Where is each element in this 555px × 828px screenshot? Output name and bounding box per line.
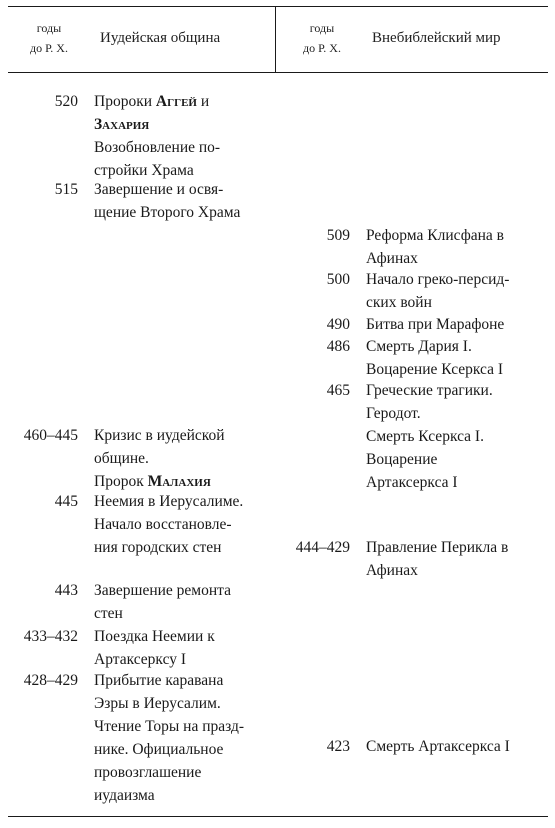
entry-text: Завершение и освя- щение Второго Храма (94, 181, 241, 221)
entry-year: 490 (326, 316, 350, 333)
entry-text: Пророки Аггей и Захария Возобновление по- стройки Храма (94, 90, 274, 182)
left-year-header: годы до Р. Х. (30, 21, 68, 55)
left-column-title: Иудейская община (100, 30, 221, 46)
right-column-title: Внебиблейский мир (372, 30, 501, 46)
prophet-name: Захария (94, 116, 150, 133)
entry-text: Кризис в иудейской общине. Пророк Малахия (94, 427, 225, 490)
header-rule (8, 72, 548, 73)
bottom-rule (8, 816, 548, 817)
entry-year: 486 (326, 338, 350, 355)
entry-year: 520 (54, 93, 78, 110)
entry-year: 428–429 (23, 672, 78, 689)
entry-text: Поездка Неемии к Артаксерксу I (94, 628, 215, 668)
entry-year: 445 (54, 493, 78, 510)
entry-year: 515 (54, 181, 78, 198)
entry-text: Греческие трагики. Геродот. Смерть Ксеркса I. Воцарение Артаксеркса I (366, 382, 493, 491)
entry-year: 509 (326, 227, 350, 244)
entry-text: Правление Перикла в Афинах (366, 539, 509, 579)
entry-text: Битва при Марафоне (366, 316, 505, 333)
entry-text: Завершение ремонта стен (94, 582, 231, 622)
prophet-name: Аггей (155, 93, 197, 110)
right-year-header: годы до Р. Х. (303, 21, 341, 55)
entry-year: 423 (326, 738, 350, 755)
prophet-name: Малахия (147, 473, 211, 490)
entry-text: Начало греко-персид- ских войн (366, 271, 510, 311)
entry-year: 500 (326, 271, 350, 288)
entry-year: 465 (326, 382, 350, 399)
column-divider (275, 6, 276, 73)
entry-year: 444–429 (295, 539, 350, 556)
entry-year: 433–432 (23, 628, 78, 645)
top-rule (8, 6, 548, 7)
entry-text: Неемия в Иерусалиме. Начало восстановле- ния городских стен (94, 493, 244, 556)
entry-text: Смерть Артаксеркса I (366, 738, 510, 755)
entry-text: Смерть Дария I. Воцарение Ксеркса I (366, 338, 504, 378)
entry-text: Реформа Клисфана в Афинах (366, 227, 504, 267)
entry-year: 443 (54, 582, 78, 599)
entry-text: Прибытие каравана Эзры в Иерусалим. Чтение Торы на празд- нике. Официальное провозглашение иудаизма (94, 672, 245, 804)
entry-year: 460–445 (23, 427, 78, 444)
